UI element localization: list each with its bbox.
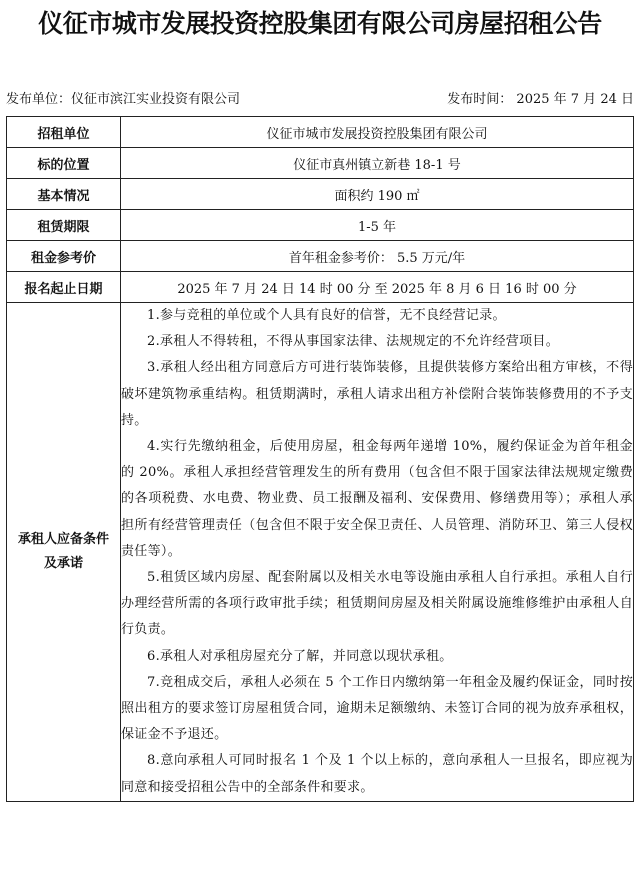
notice-table: [6, 116, 634, 802]
row-label-location: 标的位置: [7, 148, 121, 179]
condition-item: 5.租赁区域内房屋、配套附属以及相关水电等设施由承租人自行承担。承租人自行办理经营所需的各项行政审批手续；租赁期间房屋及相关附属设施维修维护由承租人自行负责。: [121, 570, 633, 638]
row-value-basic-info: 面积约 190 ㎡: [121, 179, 634, 210]
condition-item: 7.竞租成交后，承租人必须在 5 个工作日内缴纳第一年租金及履约保证金，同时按照出租方的要求签订房屋租赁合同，逾期未足额缴纳、未签订合同的视为放弃承租权，保证金不予退还。: [121, 674, 633, 743]
condition-item: 3.承租人经出租方同意后方可进行装饰装修，且提供装修方案给出租方审核，不得破坏建筑物承重结构。租赁期满时，承租人请求出租方补偿附合装饰装修费用的不予支持。: [121, 360, 633, 428]
conditions-label-line1: 承租人应备条件: [17, 531, 109, 547]
row-value-registration-period: 2025 年 7 月 24 日 14 时 00 分 至 2025 年 8 月 6 日 16 时 00 分: [121, 272, 634, 303]
condition-item: 6.承租人对承租房屋充分了解，并同意以现状承租。: [147, 648, 453, 664]
table-row: [7, 117, 634, 148]
row-value-bidder: 仪征市城市发展投资控股集团有限公司: [121, 117, 634, 148]
row-value-lease-term: 1-5 年: [121, 210, 634, 241]
publish-time-text: 发布时间： 2025 年 7 月 24 日: [447, 92, 634, 107]
row-label-lease-term: 租赁期限: [7, 210, 121, 241]
table-row: [7, 210, 634, 241]
condition-item: 2.承租人不得转租，不得从事国家法律、法规规定的不允许经营项目。: [147, 334, 560, 350]
page-title: 仪征市城市发展投资控股集团有限公司房屋招租公告: [38, 9, 602, 38]
condition-item: 4.实行先缴纳租金，后使用房屋，租金每两年递增 10%，履约保证金为首年租金的 20%。承租人承担经营管理发生的所有费用（包含但不限于国家法律法规规定缴费的各项税费、水电费、物业费、员工报酬及福利、安保费用、修缮费用等）；承租人承担所有经营管理责任（包含但不限于安全保卫责任、人员管理、消防环卫、第三人侵权责任等）。: [121, 439, 633, 559]
row-label-rent-reference: 租金参考价: [7, 241, 121, 272]
row-label-bidder: 招租单位: [7, 117, 121, 148]
conditions-label-line2: 及承诺: [43, 555, 83, 571]
row-label-registration-period: 报名起止日期: [7, 272, 121, 303]
table-row: [7, 272, 634, 303]
table-row: [7, 241, 634, 272]
table-row: [7, 179, 634, 210]
condition-item: 8.意向承租人可同时报名 1 个及 1 个以上标的，意向承租人一旦报名，即应视为同意和接受招租公告中的全部条件和要求。: [121, 753, 633, 795]
condition-item: 1.参与竞租的单位或个人具有良好的信誉，无不良经营记录。: [147, 308, 506, 323]
table-row: [7, 148, 634, 179]
table-row: [7, 303, 634, 802]
notice-meta: [6, 88, 634, 108]
row-label-basic-info: 基本情况: [7, 179, 121, 210]
row-value-location: 仪征市真州镇立新巷 18-1 号: [121, 148, 634, 179]
publisher-text: 发布单位：仪征市滨江实业投资有限公司: [6, 92, 241, 107]
conditions-list: [121, 303, 634, 802]
row-value-rent-reference: 首年租金参考价： 5.5 万元/年: [121, 241, 634, 272]
conditions-label: [7, 303, 121, 802]
